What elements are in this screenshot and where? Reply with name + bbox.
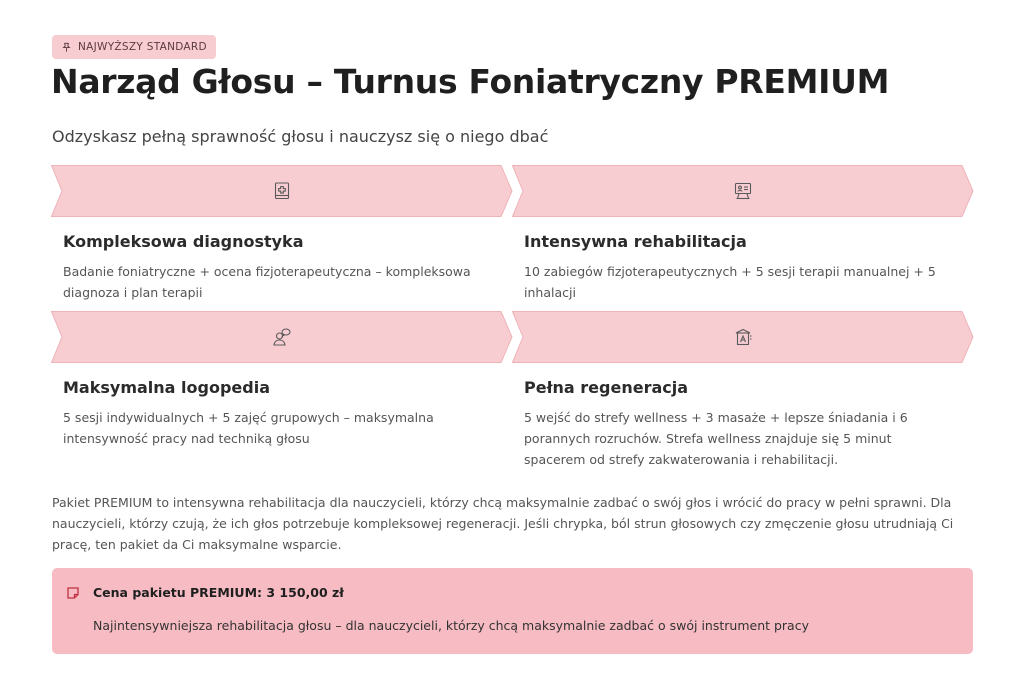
page-subtitle: Odzyskasz pełną sprawność głosu i nauczysz się o niego dbać xyxy=(52,127,549,146)
feature-title: Intensywna rehabilitacja xyxy=(524,232,747,251)
feature-title: Maksymalna logopedia xyxy=(63,378,270,397)
pin-icon xyxy=(61,42,72,53)
feature-description: Badanie foniatryczne + ocena fizjoterapeutyczna – kompleksowa diagnoza i plan terapii xyxy=(63,264,471,300)
presentation-icon xyxy=(733,181,753,201)
price-title: Cena pakietu PREMIUM: 3 150,00 zł xyxy=(93,585,344,600)
package-description: Pakiet PREMIUM to intensywna rehabilitacja dla nauczycieli, którzy chcą maksymalnie zadbać o swój głos i wrócić do pracy w pełni sprawni. Dla nauczycieli, którzy czują, że ich głos potrzebuje kompleksowej regeneracji. Jeśli chrypka, ból strun głosowych czy zmęczenie głosu utrudniają Ci pracę, ten pakiet da Ci maksymalne wsparcie. xyxy=(52,495,954,552)
price-callout xyxy=(52,568,973,654)
speech-person-icon xyxy=(272,327,292,347)
feature-title: Kompleksowa diagnostyka xyxy=(63,232,304,251)
feature-description: 10 zabiegów fizjoterapeutycznych + 5 sesji terapii manualnej + 5 inhalacji xyxy=(524,264,936,300)
wellness-icon xyxy=(733,327,753,347)
feature-card-regeneration xyxy=(512,311,974,470)
note-icon xyxy=(66,586,80,600)
feature-banner xyxy=(512,311,974,363)
badge-label: NAJWYŻSZY STANDARD xyxy=(78,41,207,53)
feature-title: Pełna regeneracja xyxy=(524,378,689,397)
page-title: Narząd Głosu – Turnus Foniatryczny PREMIUM xyxy=(51,62,890,101)
feature-card-rehabilitation xyxy=(512,165,974,303)
feature-description: 5 wejść do strefy wellness + 3 masaże + lepsze śniadania i 6 porannych rozruchów. Strefa wellness znajduje się 5 minut spacerem od strefy zakwaterowania i rehabilitacji. xyxy=(524,410,908,467)
feature-banner xyxy=(51,165,513,217)
feature-banner xyxy=(512,165,974,217)
feature-banner xyxy=(51,311,513,363)
feature-card-speech-therapy xyxy=(51,311,513,449)
medical-book-icon xyxy=(272,181,292,201)
feature-card-diagnostics xyxy=(51,165,513,303)
standard-badge xyxy=(52,35,216,59)
price-description: Najintensywniejsza rehabilitacja głosu – dla nauczycieli, którzy chcą maksymalnie zadbać o swój instrument pracy xyxy=(93,618,809,633)
feature-description: 5 sesji indywidualnych + 5 zajęć grupowych – maksymalna intensywność pracy nad techniką głosu xyxy=(63,410,434,446)
